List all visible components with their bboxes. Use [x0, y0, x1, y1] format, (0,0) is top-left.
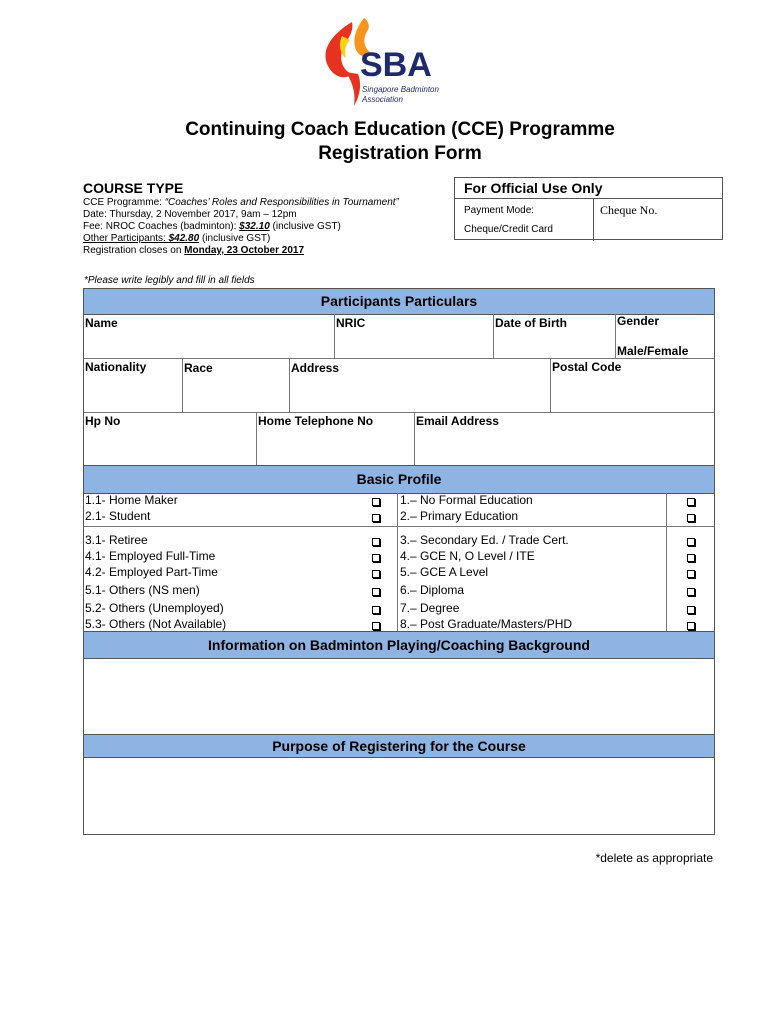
education-checkbox[interactable]: [687, 538, 695, 546]
gender-label: Gender: [617, 314, 660, 328]
closing-line: Registration closes on Monday, 23 October 2017: [83, 245, 305, 256]
profile-checkbox[interactable]: [372, 606, 380, 614]
profile-option-label: 1.1- Home Maker: [85, 493, 178, 507]
purpose-field[interactable]: [84, 758, 714, 834]
flame-yellow: [340, 36, 350, 58]
profile-option-label: 4.1- Employed Full-Time: [85, 549, 216, 563]
programme-line: CCE Programme: “Coaches’ Roles and Responsibilities in Tournament”: [83, 197, 399, 208]
logo-text: SBA: [360, 46, 432, 84]
postal-code-label: Postal Code: [552, 360, 622, 374]
education-option-label: 3.– Secondary Ed. / Trade Cert.: [400, 533, 569, 547]
profile-option-label: 5.2- Others (Unemployed): [85, 601, 224, 615]
footer-note: *delete as appropriate: [595, 851, 713, 865]
background-field[interactable]: [84, 659, 714, 735]
course-type-heading: COURSE TYPE: [83, 180, 184, 196]
education-checkbox[interactable]: [687, 570, 695, 578]
education-checkbox[interactable]: [687, 498, 695, 506]
profile-checkbox[interactable]: [372, 554, 380, 562]
participants-heading: Participants Particulars: [84, 289, 714, 315]
education-checkbox[interactable]: [687, 606, 695, 614]
official-use-heading: For Official Use Only: [455, 178, 722, 199]
cheque-credit-label: Cheque/Credit Card: [464, 224, 553, 235]
logo-subtitle-2: Association: [362, 95, 403, 104]
profile-checkbox[interactable]: [372, 588, 380, 596]
race-label: Race: [184, 361, 213, 375]
profile-option-label: 3.1- Retiree: [85, 533, 148, 547]
education-option-label: 4.– GCE N, O Level / ITE: [400, 549, 535, 563]
nationality-label: Nationality: [85, 360, 147, 374]
cheque-no-label: Cheque No.: [600, 203, 658, 217]
profile-option-label: 5.3- Others (Not Available): [85, 617, 227, 631]
profile-option-label: 4.2- Employed Part-Time: [85, 565, 218, 579]
profile-option-label: 2.1- Student: [85, 509, 151, 523]
education-option-label: 2.– Primary Education: [400, 509, 519, 523]
education-checkbox[interactable]: [687, 554, 695, 562]
education-checkbox[interactable]: [687, 588, 695, 596]
hp-no-label: Hp No: [85, 414, 121, 428]
form-title: Continuing Coach Education (CCE) Programme: [185, 119, 615, 140]
background-heading: Information on Badminton Playing/Coaching Background: [84, 631, 714, 659]
education-option-label: 5.– GCE A Level: [400, 565, 489, 579]
profile-checkbox[interactable]: [372, 514, 380, 522]
logo-subtitle-1: Singapore Badminton: [362, 85, 439, 94]
flame-tail: [346, 72, 360, 106]
purpose-heading: Purpose of Registering for the Course: [84, 734, 714, 758]
payment-mode-label: Payment Mode:: [464, 205, 535, 216]
fee-line: Fee: NROC Coaches (badminton): $32.10 (inclusive GST): [83, 221, 341, 232]
education-checkbox[interactable]: [687, 514, 695, 522]
fill-instruction: *Please write legibly and fill in all fields: [84, 275, 255, 286]
gender-options[interactable]: Male/Female: [617, 344, 689, 358]
sba-logo: [312, 14, 442, 114]
education-option-label: 1.– No Formal Education: [400, 493, 533, 507]
email-label: Email Address: [416, 414, 499, 428]
nric-label: NRIC: [336, 316, 366, 330]
profile-checkbox[interactable]: [372, 622, 380, 630]
profile-checkbox[interactable]: [372, 570, 380, 578]
profile-checkbox[interactable]: [372, 538, 380, 546]
flame-red: [325, 22, 352, 77]
registration-table: [83, 288, 715, 835]
fee-other-line: Other Participants: $42.80 (inclusive GST): [83, 233, 271, 244]
date-line: Date: Thursday, 2 November 2017, 9am – 12pm: [83, 209, 297, 220]
education-option-label: 6.– Diploma: [400, 583, 465, 597]
dob-label: Date of Birth: [495, 316, 567, 330]
education-option-label: 8.– Post Graduate/Masters/PHD: [400, 617, 573, 631]
name-label: Name: [85, 316, 118, 330]
home-tel-label: Home Telephone No: [258, 414, 374, 428]
basic-profile-heading: Basic Profile: [84, 465, 714, 494]
profile-checkbox[interactable]: [372, 498, 380, 506]
form-subtitle: Registration Form: [318, 143, 482, 164]
education-option-label: 7.– Degree: [400, 601, 460, 615]
official-use-box: [454, 177, 723, 240]
profile-option-label: 5.1- Others (NS men): [85, 583, 200, 597]
address-label: Address: [291, 361, 340, 375]
education-checkbox[interactable]: [687, 622, 695, 630]
